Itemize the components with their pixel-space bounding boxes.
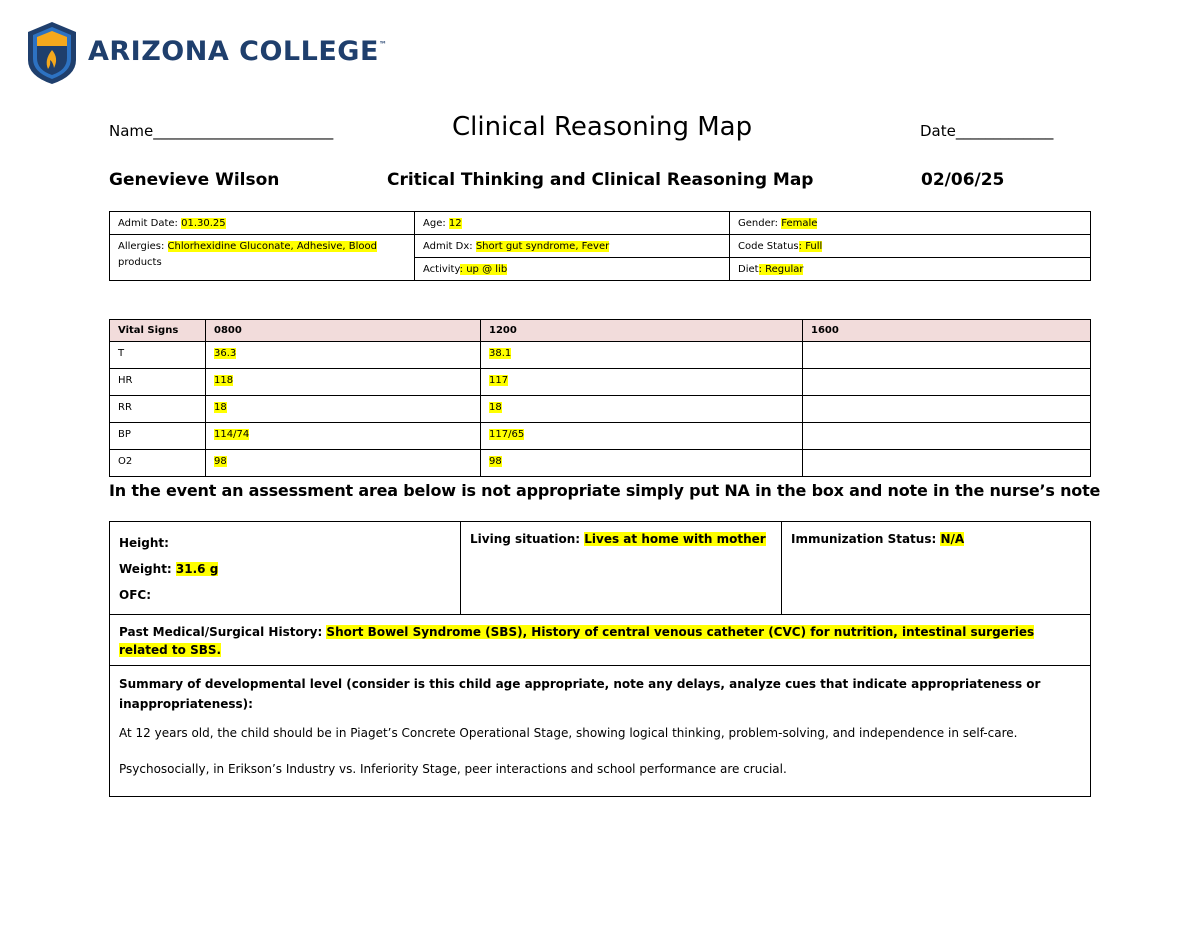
college-logo [26,20,387,86]
vitals-header-row [110,320,1091,342]
allergies-value: Chlorhexidine Gluconate, Adhesive, Blood [167,241,378,252]
vital-value [803,450,1091,477]
table-row [110,369,1091,396]
summary-paragraph: Psychosocially, in Erikson’s Industry vs. Inferiority Stage, peer interactions and school performance are crucial. [119,762,787,776]
document-title: Clinical Reasoning Map [452,112,753,142]
vital-value: 38.1 [489,348,512,359]
date-field-label: Date_____________ [920,122,1054,140]
allergies-continued: products [118,257,162,268]
vital-label: BP [110,423,206,450]
living-situation-cell: Living situation: Lives at home with mother [461,522,782,615]
code-status-value: : Full [798,241,823,252]
immunization-value: N/A [940,532,965,546]
student-name: Genevieve Wilson [109,170,280,190]
vital-value: 36.3 [214,348,237,359]
vitals-header: 1600 [803,320,1091,342]
medical-history-cell: Past Medical/Surgical History: Short Bowel Syndrome (SBS), History of central venous catheter (CVC) for nutrition, intestinal surgeries related to SBS. [110,615,1091,666]
summary-paragraph: At 12 years old, the child should be in Piaget’s Concrete Operational Stage, showing logical thinking, problem-solving, and independence in self-care. [119,726,1018,740]
assessment-table [109,521,1091,797]
vital-value: 117/65 [489,429,525,440]
document-date: 02/06/25 [921,170,1005,190]
code-status-cell: Code Status: Full [730,235,1091,258]
shield-flame-icon [26,20,78,86]
medical-history-value: Short Bowel Syndrome (SBS), History of central venous catheter (CVC) for nutrition, intestinal surgeries related to SBS. [119,625,1035,657]
vital-label: HR [110,369,206,396]
age-cell: Age: 12 [415,212,730,235]
activity-value: : up @ lib [459,264,508,275]
gender-cell: Gender: Female [730,212,1091,235]
admit-date-cell: Admit Date: 01.30.25 [110,212,415,235]
vital-value: 117 [489,375,509,386]
diet-value: : Regular [758,264,804,275]
admit-dx-value: Short gut syndrome, Fever [475,241,610,252]
vital-label: O2 [110,450,206,477]
living-situation-value: Lives at home with mother [584,532,766,546]
weight-value: 31.6 g [175,562,219,576]
vital-value: 18 [214,402,227,413]
vital-value: 98 [489,456,502,467]
table-row [110,423,1091,450]
measurements-cell: Height: Weight: 31.6 g OFC: [110,522,461,615]
vital-value: 114/74 [214,429,250,440]
vitals-header: Vital Signs [110,320,206,342]
activity-cell: Activity: up @ lib [415,258,730,281]
diet-cell: Diet: Regular [730,258,1091,281]
admit-date-value: 01.30.25 [181,218,226,229]
assessment-instruction: In the event an assessment area below is not appropriate simply put NA in the box and note in the nurse’s note [109,481,1101,500]
vital-label: RR [110,396,206,423]
vital-value: 118 [214,375,234,386]
vital-signs-table [109,319,1091,477]
vital-value [803,369,1091,396]
table-row [110,450,1091,477]
table-row [110,396,1091,423]
table-row [110,342,1091,369]
patient-info-table [109,211,1091,281]
immunization-cell: Immunization Status: N/A [782,522,1091,615]
vital-value [803,396,1091,423]
document-subtitle: Critical Thinking and Clinical Reasoning Map [387,170,814,190]
vitals-header: 1200 [481,320,803,342]
summary-label: Summary of developmental level (consider is this child age appropriate, note any delays, analyze cues that indicate appropriateness or inappropriateness): [119,677,1041,711]
name-field-label: Name________________________ [109,122,334,140]
logo-wordmark: ARIZONA COLLEGE™ [88,35,388,67]
ofc-label: OFC: [119,588,152,602]
vitals-header: 0800 [206,320,481,342]
vital-value [803,423,1091,450]
vital-value: 98 [214,456,227,467]
height-label: Height: [119,536,169,550]
developmental-summary-cell [110,666,1091,797]
age-value: 12 [448,218,462,229]
gender-value: Female [781,218,818,229]
admit-dx-cell: Admit Dx: Short gut syndrome, Fever [415,235,730,258]
vital-label: T [110,342,206,369]
vital-value: 18 [489,402,502,413]
allergies-cell: Allergies: Chlorhexidine Gluconate, Adhesive, Blood products [110,235,415,281]
vital-value [803,342,1091,369]
